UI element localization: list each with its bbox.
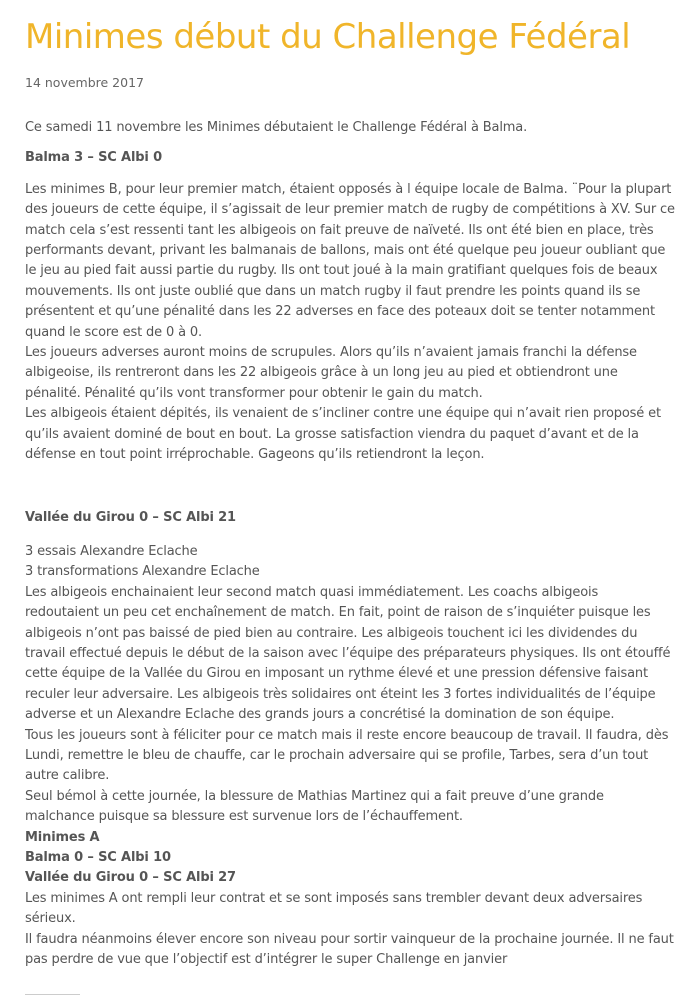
match1-paragraph: Les albigeois étaient dépités, ils venaient de s’incliner contre une équipe qui n’avait rien proposé et qu’ils avaient dominé de bout en bout. La grosse satisfaction viendra du paquet d’avant et de la défense en tout point irréprochable. Gageons qu’ils retiendront la leçon. xyxy=(25,406,661,463)
match2-paragraph: Seul bémol à cette journée, la blessure de Mathias Martinez qui a fait preuve d’une grande malchance puisque sa blessure est survenue lors de l’échauffement. xyxy=(25,788,604,825)
post-date: 14 novembre 2017 xyxy=(25,75,144,90)
minimes-a-paragraph: Les minimes A ont rempli leur contrat et se sont imposés sans trembler devant deux adversaires sérieux. xyxy=(25,890,643,927)
minimes-a-result: Vallée du Girou 0 – SC Albi 27 xyxy=(25,870,236,886)
match1-paragraph: Les joueurs adverses auront moins de scrupules. Alors qu’ils n’avaient jamais franchi la défense albigeoise, ils rentreront dans les 22 albigeois grâce à un long jeu au pied et obtiendront une pénalité. Pénalité qu’ils vont transformer pour obtenir le gain du match. xyxy=(25,345,637,401)
match2-paragraph: Les albigeois enchainaient leur second match quasi immédiatement. Les coachs albigeois redoutaient un peu cet enchaînement de match. En fait, point de raison de s’inquiéter puisque les albigeois n’ont pas baissé de pied bien au contraire. Les albigeois touchent ici les dividendes du travail effectué depuis le début de la saison avec l’équipe des préparateurs physiques. Ils ont étouffé cette équipe de la Vallée du Girou en imposant un rythme élevé et une pression défensive faisant reculer leur adversaire. Les albigeois très solidaires ont éteint les 3 fortes individualités de l’équipe adverse et un Alexandre Eclache des grands jours a concrétisé la domination de son équipe. xyxy=(25,584,671,723)
minimes-a-paragraph: Il faudra néanmoins élever encore son niveau pour sortir vainqueur de la prochaine journée. Il ne faut pas perdre de vue que l’objectif est d’intégrer le super Challenge en janvier xyxy=(25,931,674,968)
minimes-a-heading: Minimes A xyxy=(25,829,100,845)
intro-paragraph: Ce samedi 11 novembre les Minimes débutaient le Challenge Fédéral à Balma. xyxy=(25,120,528,135)
match2-score: Vallée du Girou 0 – SC Albi 21 xyxy=(25,509,236,525)
match2-scorer: 3 essais Alexandre Eclache xyxy=(25,543,198,559)
match2-scorer: 3 transformations Alexandre Eclache xyxy=(25,564,260,580)
match1-paragraph: Les minimes B, pour leur premier match, étaient opposés à l équipe locale de Balma. ¨Pour la plupart des joueurs de cette équipe, il s’agissait de leur premier match de rugby de compétitions à XV. Sur ce match cela s’est ressenti tant les albigeois on fait preuve de naïveté. Ils ont été bien en place, très performants devant, privant les balmanais de ballons, mais ont été quelque peu joueur oubliant que le jeu au pied fait aussi partie du rugby. Ils ont tout joué à la main gratifiant quelques fois de beaux mouvements. Ils ont juste oublié que dans un match rugby il faut prendre les points quand ils se présentent et qu’une pénalité dans les 22 adverses en face des poteaux doit se tenter notamment quand le score est de 0 à 0. xyxy=(25,181,675,340)
post-title: Minimes début du Challenge Fédéral xyxy=(25,17,631,57)
bottom-divider xyxy=(25,994,80,995)
match1-score: Balma 3 – SC Albi 0 xyxy=(25,150,163,166)
minimes-a-result: Balma 0 – SC Albi 10 xyxy=(25,850,171,865)
match2-paragraph: Tous les joueurs sont à féliciter pour ce match mais il reste encore beaucoup de travail. Il faudra, dès Lundi, remettre le bleu de chauffe, car le prochain adversaire qui se profile, Tarbes, sera d’un tout autre calibre. xyxy=(25,727,669,784)
post-body xyxy=(25,118,675,970)
